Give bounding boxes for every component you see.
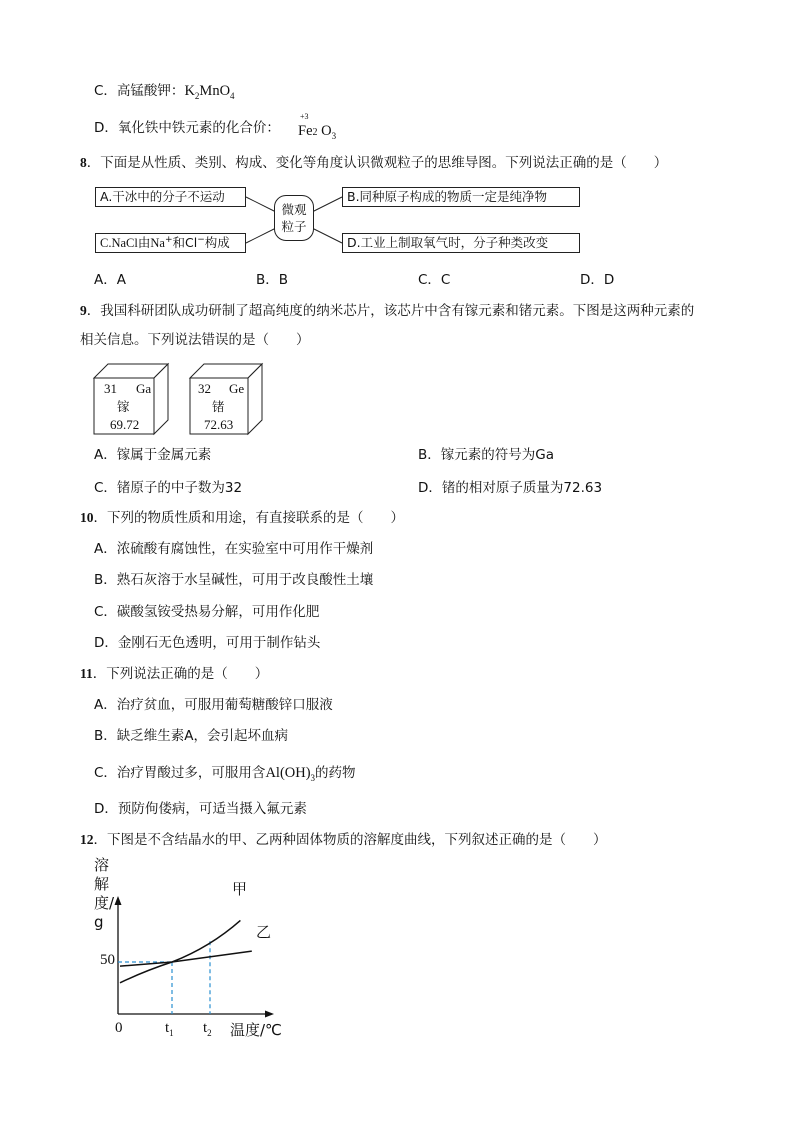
q11-option-a: A．治疗贫血，可服用葡萄糖酸锌口服液 — [94, 697, 333, 713]
q8-option-b: B．B — [256, 272, 289, 288]
question-number: 9 — [80, 303, 87, 318]
formula-aloh3: $Al(OH)_3$ — [265, 765, 316, 783]
mind-map-box-b: B.同种原子构成的物质一定是纯净物 — [342, 187, 580, 207]
q8-option-d: D．D — [580, 272, 615, 288]
mind-map-box-a: A.干冰中的分子不运动 — [95, 187, 246, 207]
valence-label: +3 — [300, 112, 309, 121]
question-text: ．下面是从性质、类别、构成、变化等角度认识微观粒子的思维导图。下列说法正确的是（ ） — [86, 155, 668, 171]
q10-option-b: B．熟石灰溶于水呈碱性，可用于改良酸性土壤 — [94, 572, 374, 588]
ge-name: 锗 — [212, 399, 225, 414]
ga-atomic-number: 31 — [104, 381, 117, 396]
series-label-yi: 乙 — [256, 923, 272, 941]
formula-fe2o3: Fe2 $O_3$ — [298, 123, 337, 141]
question-number: 10 — [80, 510, 94, 525]
x-tick-0: 0 — [115, 1020, 123, 1036]
question-number: 8 — [80, 155, 87, 170]
ge-symbol: Ge — [229, 381, 245, 396]
q8-option-a: A．A — [94, 272, 126, 288]
ga-symbol: Ga — [136, 381, 152, 396]
series-line-jia — [120, 920, 240, 982]
question-number: 12 — [80, 832, 94, 847]
q9-option-a: A．镓属于金属元素 — [94, 447, 212, 463]
ga-name: 镓 — [117, 399, 130, 414]
y-tick-50: 50 — [100, 952, 115, 968]
question-text: ．下列说法正确的是（ ） — [92, 666, 269, 682]
ge-atomic-number: 32 — [198, 381, 211, 396]
option-text: 高锰酸钾： — [116, 83, 185, 99]
mind-map-box-c: C.NaCl由Na+和Cl−构成 — [95, 233, 246, 253]
x-tick-t1: $t_1$ — [165, 1020, 174, 1038]
x-tick-t2: $t_2$ — [203, 1020, 212, 1038]
question-text: ．下列的物质性质和用途，有直接联系的是（ ） — [93, 510, 404, 526]
q9-option-c: C．锗原子的中子数为32 — [94, 480, 243, 496]
option-label: D． — [94, 120, 118, 136]
q8-option-c: C．C — [418, 272, 451, 288]
option-label: C． — [94, 83, 117, 99]
q9-option-d: D．锗的相对原子质量为72.63 — [418, 480, 603, 496]
q10-option-d: D．金刚石无色透明，可用于制作钻头 — [94, 635, 321, 651]
question-text: ．下图是不含结晶水的甲、乙两种固体物质的溶解度曲线，下列叙述正确的是（ ） — [93, 832, 607, 848]
center-node-line1: 微观 — [281, 202, 307, 217]
chart-xlabel: 温度/℃ — [230, 1021, 282, 1039]
q11-option-d: D．预防佝偻病，可适当摄入氟元素 — [94, 801, 307, 817]
q9-option-b: B．镓元素的符号为Ga — [418, 447, 554, 463]
question-number: 11 — [80, 666, 93, 681]
ylabel-text: 溶解度/g — [94, 856, 115, 931]
center-node-line2: 粒子 — [281, 219, 307, 234]
q10-option-c: C．碳酸氢铵受热易分解，可用作化肥 — [94, 604, 320, 620]
option-suffix: 的药物 — [315, 765, 356, 781]
ga-mass: 69.72 — [110, 417, 140, 432]
q11-option-b: B．缺乏维生素A，会引起坏血病 — [94, 728, 288, 744]
chart-axes — [115, 896, 275, 1018]
option-text: 氧化铁中铁元素的化合价： — [117, 120, 280, 136]
q9-stem-line2: 相关信息。下列说法错误的是（ ） — [80, 332, 310, 348]
q10-option-a: A．浓硫酸有腐蚀性，在实验室中可用作干燥剂 — [94, 541, 374, 557]
formula-kmno4: $K_2MnO_4$ — [184, 83, 235, 101]
series-label-jia: 甲 — [232, 880, 248, 898]
option-text: C．治疗胃酸过多，可服用含 — [94, 765, 266, 781]
series-line-yi — [120, 951, 252, 966]
question-text: ．我国科研团队成功研制了超高纯度的纳米芯片，该芯片中含有镓元素和锗元素。下图是这两种元素的 — [86, 303, 695, 319]
ge-mass: 72.63 — [204, 417, 234, 432]
mind-map-box-d: D.工业上制取氧气时，分子种类改变 — [342, 233, 580, 253]
